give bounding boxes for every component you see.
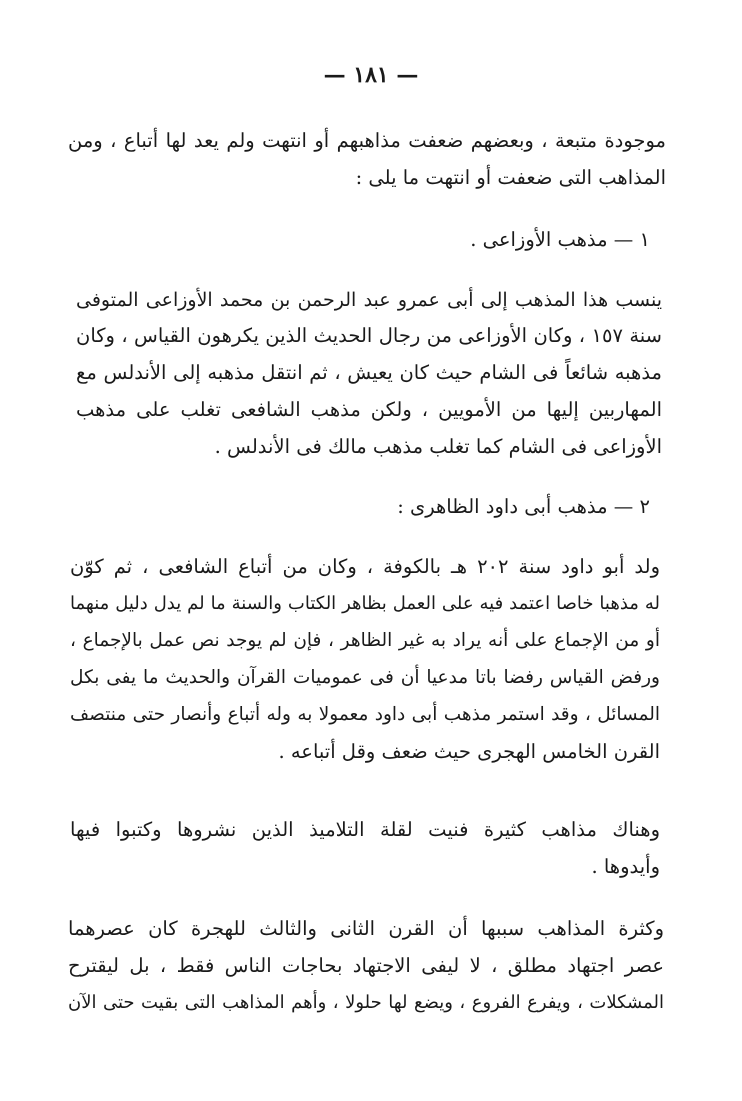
text-line: الأوزاعى فى الشام كما تغلب مذهب مالك فى الأندلس .	[214, 435, 662, 458]
section-heading: ٢ — مذهب أبى داود الظاهرى :	[397, 495, 650, 518]
text-line: ورفض القياس رفضا باتا مدعيا أن فى عموميات القرآن والحديث ما يفى بكل	[70, 667, 660, 688]
text-line: له مذهبا خاصا اعتمد فيه على العمل بظاهر الكتاب والسنة ما لم يدل دليل منهما	[70, 593, 660, 614]
text-line: المسائل ، وقد استمر مذهب أبى داود معمولا به وله أتباع وأنصار حتى منتصف	[70, 704, 660, 725]
text-line: المشكلات ، ويفرع الفروع ، ويضع لها حلولا ، وأهم المذاهب التى بقيت حتى الآن	[68, 992, 664, 1013]
text-line: وكثرة المذاهب سببها أن القرن الثانى والثالث للهجرة كان عصرهما	[68, 917, 664, 940]
text-line: المهاربين إليها من الأمويين ، ولكن مذهب الشافعى تغلب على مذهب	[76, 398, 662, 421]
text-line: القرن الخامس الهجرى حيث ضعف وقل أتباعه .	[278, 740, 660, 763]
text-line: سنة ١٥٧ ، وكان الأوزاعى من رجال الحديث الذين يكرهون القياس ، وكان	[76, 324, 662, 347]
text-line: ولد أبو داود سنة ٢٠٢ هـ بالكوفة ، وكان من أتباع الشافعى ، ثم كوّن	[70, 555, 660, 578]
text-line: ينسب هذا المذهب إلى أبى عمرو عبد الرحمن بن محمد الأوزاعى المتوفى	[76, 289, 662, 311]
text-line: عصر اجتهاد مطلق ، لا ليفى الاجتهاد بحاجات الناس فقط ، بل ليقترح	[68, 954, 664, 977]
text-line: موجودة متبعة ، وبعضهم ضعفت مذاهبهم أو انتهت ولم يعد لها أتباع ، ومن	[68, 129, 666, 152]
text-line: وهناك مذاهب كثيرة فنيت لقلة التلاميذ الذين نشروها وكتبوا فيها	[70, 818, 660, 841]
text-line: أو من الإجماع على أنه يراد به غير الظاهر ، فإن لم يوجد نص عمل بالإجماع ،	[70, 630, 660, 651]
text-line: مذهبه شائعاً فى الشام حيث كان يعيش ، ثم انتقل مذهبه إلى الأندلس مع	[76, 361, 662, 384]
text-line: المذاهب التى ضعفت أو انتهت ما يلى :	[355, 166, 666, 189]
page-number: — ١٨١ —	[323, 62, 419, 88]
text-line: وأيدوها .	[591, 855, 660, 878]
section-heading: ١ — مذهب الأوزاعى .	[470, 228, 650, 251]
